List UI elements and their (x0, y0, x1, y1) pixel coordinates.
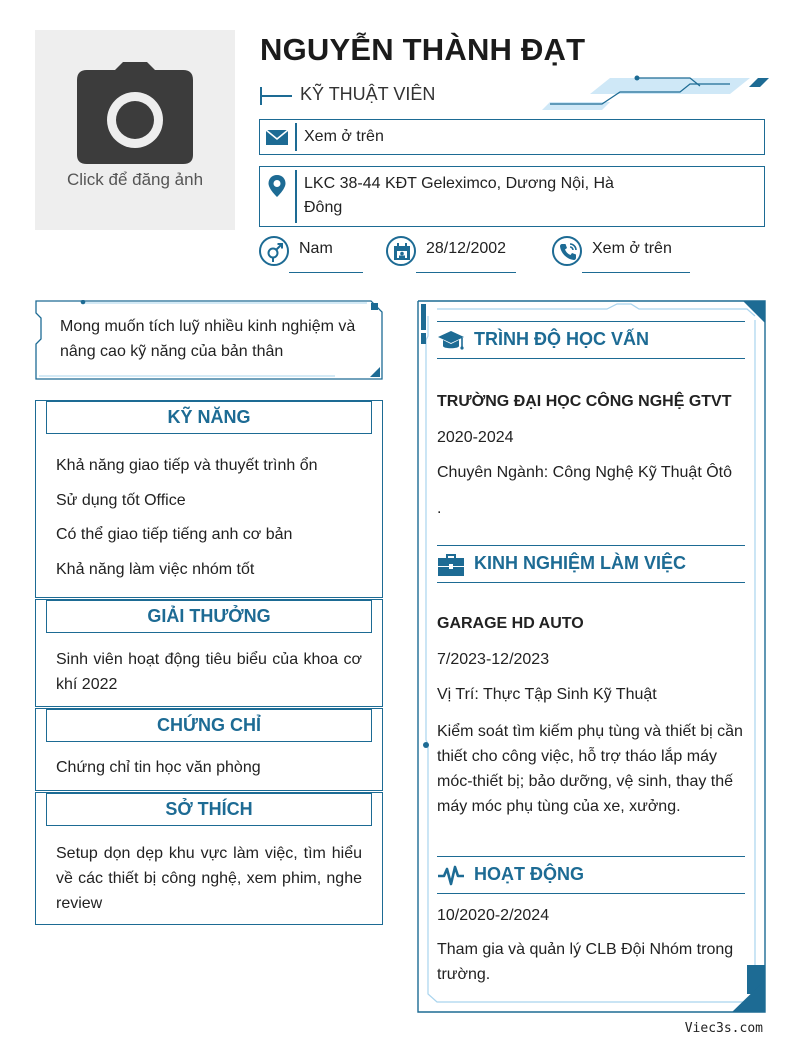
activities-title: HOẠT ĐỘNG (474, 864, 584, 884)
activities-description: Tham gia và quản lý CLB Đội Nhóm trong trường. (437, 941, 734, 983)
experience-position: Vị Trí: Thực Tập Sinh Kỹ Thuật (437, 686, 657, 703)
activities-header (437, 856, 745, 894)
calendar-icon (392, 242, 412, 262)
experience-header (437, 545, 745, 583)
skill-item: Có thể giao tiếp tiếng anh cơ bản (56, 526, 293, 543)
address-value: LKC 38-44 KĐT Geleximco, Dương Nội, Hà Đông (304, 175, 614, 216)
location-pin-icon (265, 174, 289, 198)
experience-company: GARAGE HD AUTO (437, 615, 584, 632)
certificates-section (35, 708, 383, 791)
email-row (259, 119, 765, 155)
education-header (437, 321, 745, 359)
pulse-icon (437, 864, 465, 888)
hobbies-text: Setup dọn dẹp khu vực làm việc, tìm hiểu về các thiết bị công nghệ, xem phim, nghe review (56, 845, 362, 912)
activities-period: 10/2020-2/2024 (437, 907, 550, 924)
experience-period: 7/2023-12/2023 (437, 651, 550, 668)
phone-icon (558, 242, 578, 262)
education-school: TRƯỜNG ĐẠI HỌC CÔNG NGHỆ GTVT (437, 393, 732, 410)
envelope-icon (265, 127, 289, 147)
experience-description: Kiểm soát tìm kiếm phụ tùng và thiết bị cần thiết cho công việc, hỗ trợ tháo lắp máy móc-thiết bị; bảo dưỡng, vệ sinh, thay thế máy móc phụ tùng của xe, xưởng. (437, 723, 743, 815)
job-title: KỸ THUẬT VIÊN (300, 84, 436, 104)
photo-upload[interactable] (35, 30, 235, 230)
career-objective (35, 300, 383, 380)
certificates-title: CHỨNG CHỈ (46, 709, 372, 742)
email-value: Xem ở trên (304, 128, 384, 145)
phone-value: Xem ở trên (592, 240, 672, 257)
briefcase-icon (437, 553, 465, 577)
awards-title: GIẢI THƯỞNG (46, 600, 372, 633)
education-extra: . (437, 500, 442, 517)
graduation-cap-icon (437, 329, 465, 353)
camera-icon (75, 60, 195, 165)
awards-text: Sinh viên hoạt động tiêu biểu của khoa cơ khí 2022 (56, 651, 362, 693)
certificates-text: Chứng chỉ tin học văn phòng (56, 759, 261, 776)
education-period: 2020-2024 (437, 429, 514, 446)
address-row (259, 166, 765, 227)
birthday-value: 28/12/2002 (426, 240, 507, 257)
hobbies-title: SỞ THÍCH (46, 793, 372, 826)
skill-item: Khả năng giao tiếp và thuyết trình ổn (56, 457, 318, 474)
candidate-name: NGUYỄN THÀNH ĐẠT (260, 32, 586, 67)
education-title: TRÌNH ĐỘ HỌC VẤN (474, 329, 649, 349)
skills-title: KỸ NĂNG (46, 401, 372, 434)
photo-caption: Click để đăng ảnh (66, 170, 204, 189)
gender-value: Nam (299, 240, 333, 257)
skills-section (35, 400, 383, 598)
skill-item: Khả năng làm việc nhóm tốt (56, 560, 255, 578)
objective-text: Mong muốn tích luỹ nhiều kinh nghiệm và nâng cao kỹ năng của bản thân (60, 318, 356, 360)
experience-title: KINH NGHIỆM LÀM VIỆC (474, 553, 687, 573)
skill-item: Sử dụng tốt Office (56, 491, 186, 509)
gender-icon (265, 242, 285, 262)
awards-section (35, 599, 383, 707)
hobbies-section (35, 792, 383, 925)
footer-watermark: Viec3s.com (684, 1021, 763, 1036)
education-major: Chuyên Ngành: Công Nghệ Kỹ Thuật Ôtô (437, 464, 732, 481)
circuit-decoration (540, 74, 770, 112)
